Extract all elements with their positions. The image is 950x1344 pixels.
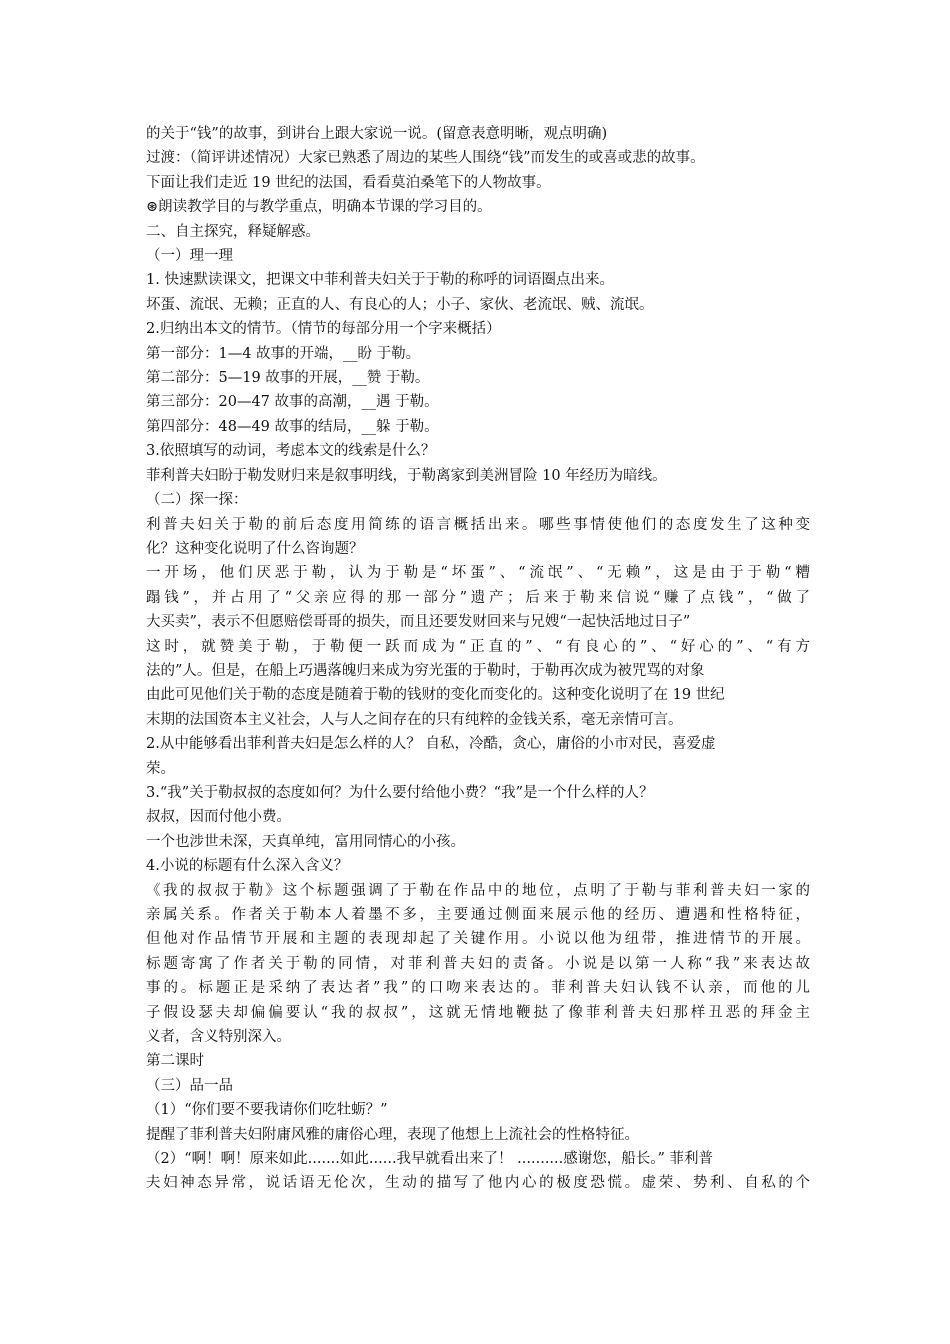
text-line: ⊛朗读教学目的与教学重点，明确本节课的学习目的。 — [146, 199, 492, 216]
text-line: 菲利普夫妇盼于勒发财归来是叙事明线，于勒离家到美洲冒险 10 年经历为暗线。 — [146, 467, 667, 484]
text-line: 3.“我”关于勒叔叔的态度如何？为什么要付给他小费？“我”是一个什么样的人？ — [146, 784, 654, 801]
text-line: 由此可见他们关于勒的态度是随着于勒的钱财的变化而变化的。这种变化说明了在 19 世纪 — [146, 687, 725, 704]
text-line: 大买卖”，表示不但愿赔偿哥哥的损失，而且还要发财回来与兄嫂“一起快活地过日子” — [146, 614, 691, 631]
text-line: 4.小说的标题有什么深入含义？ — [146, 858, 349, 875]
text-line: 蹋钱”，并占用了“父亲应得的那一部分”遗产；后来于勒来信说“赚了点钱”，“做了 — [146, 589, 810, 606]
text-line: 第四部分：48—49 故事的结局，__躲 于勒。 — [146, 418, 439, 435]
text-line: 但他对作品情节开展和主题的表现却起了关键作用。小说以他为纽带，推进情节的开展。 — [146, 931, 810, 948]
text-line: 叔叔，因而付他小费。 — [146, 809, 291, 826]
section-heading: 二、自主探究，释疑解惑。 — [146, 223, 320, 240]
text-line: 这时，就赞美于勒，于勒便一跃而成为“正直的”、“有良心的”、“好心的”、“有方 — [146, 638, 810, 655]
text-line: 事的。标题正是采纳了表达者”我”的口吻来表达的。菲利普夫妇认钱不认亲，而他的儿 — [146, 980, 810, 997]
text-line: 坏蛋、流氓、无赖；正直的人、有良心的人；小子、家伙、老流氓、贼、流氓。 — [146, 296, 654, 313]
text-line: 子假设瑟夫却偏偏要认“我的叔叔”，这就无情地鞭挞了像菲利普夫妇那样丑恶的拜金主 — [146, 1004, 810, 1021]
text-line: 过渡：（简评讲述情况）大家已熟悉了周边的某些人围绕“钱”而发生的或喜或悲的故事。 — [146, 150, 705, 167]
text-line: 夫妇神态异常，说话语无伦次，生动的描写了他内心的极度恐慌。虚荣、势利、自私的个 — [146, 1175, 810, 1192]
text-line: 一开场，他们厌恶于勒，认为于勒是“坏蛋”、“流氓”、“无赖”，这是由于于勒“糟 — [146, 565, 810, 582]
text-line: 第一部分：1—4 故事的开端，__盼 于勒。 — [146, 345, 421, 362]
text-line: 标题寄寓了作者关于勒的同情，对菲利普夫妇的责备。小说是以第一人称“我”来表达故 — [146, 955, 810, 972]
text-line: 1. 快速默读课文，把课文中菲利普夫妇关于于勒的称呼的词语圈点出来。 — [146, 272, 614, 289]
text-line: 2.从中能够看出菲利普夫妇是怎么样的人？ 自私，冷酷，贪心，庸俗的小市对民，喜爱虚 — [146, 736, 716, 753]
text-line: 的关于“钱”的故事，到讲台上跟大家说一说。(留意表意明晰，观点明确) — [146, 126, 608, 142]
subsection-heading: （一）理一理 — [146, 248, 233, 265]
text-line: 提醒了菲利普夫妇附庸风雅的庸俗心理，表现了他想上上流社会的性格特征。 — [146, 1126, 639, 1143]
subsection-heading: （三）品一品 — [146, 1077, 233, 1094]
subsection-heading: （二）探一探： — [146, 492, 248, 509]
text-line: 末期的法国资本主义社会，人与人之间存在的只有纯粹的金钱关系，毫无亲情可言。 — [146, 711, 683, 728]
text-line: 义者，含义特别深入。 — [146, 1029, 291, 1046]
text-line: 利普夫妇关于勒的前后态度用简练的语言概括出来。哪些事情使他们的态度发生了这种变 — [146, 516, 810, 533]
text-line: 3.依照填写的动词，考虑本文的线索是什么？ — [146, 443, 436, 460]
text-line: 法的”人。但是，在船上巧遇落魄归来成为穷光蛋的于勒时，于勒再次成为被咒骂的对象 — [146, 662, 705, 679]
text-line: （1）“你们要不要我请你们吃牡蛎？” — [146, 1102, 388, 1119]
text-line: 第二部分：5—19 故事的开展，__赞 于勒。 — [146, 370, 430, 387]
text-line: 2.归纳出本文的情节。（情节的每部分用一个字来概括） — [146, 321, 501, 338]
document-body — [146, 122, 810, 1196]
text-line: 亲属关系。作者关于勒本人着墨不多，主要通过侧面来展示他的经历、遭遇和性格特征， — [146, 907, 810, 923]
text-line: 化？这种变化说明了什么咨询题？ — [146, 540, 364, 557]
text-line: 荣。 — [146, 760, 175, 777]
text-line: 《我的叔叔于勒》这个标题强调了于勒在作品中的地位，点明了于勒与菲利普夫妇一家的 — [146, 882, 810, 899]
text-line: 下面让我们走近 19 世纪的法国，看看莫泊桑笔下的人物故事。 — [146, 174, 551, 191]
text-line: 一个也涉世未深，天真单纯，富用同情心的小孩。 — [146, 833, 465, 850]
text-line: （2）“啊！啊！原来如此.......如此......我早就看出来了！ ..........感谢您，船长。” 菲利普 — [146, 1151, 714, 1168]
section-heading: 第二课时 — [146, 1053, 204, 1070]
text-line: 第三部分：20—47 故事的高潮，__遇 于勒。 — [146, 394, 439, 411]
